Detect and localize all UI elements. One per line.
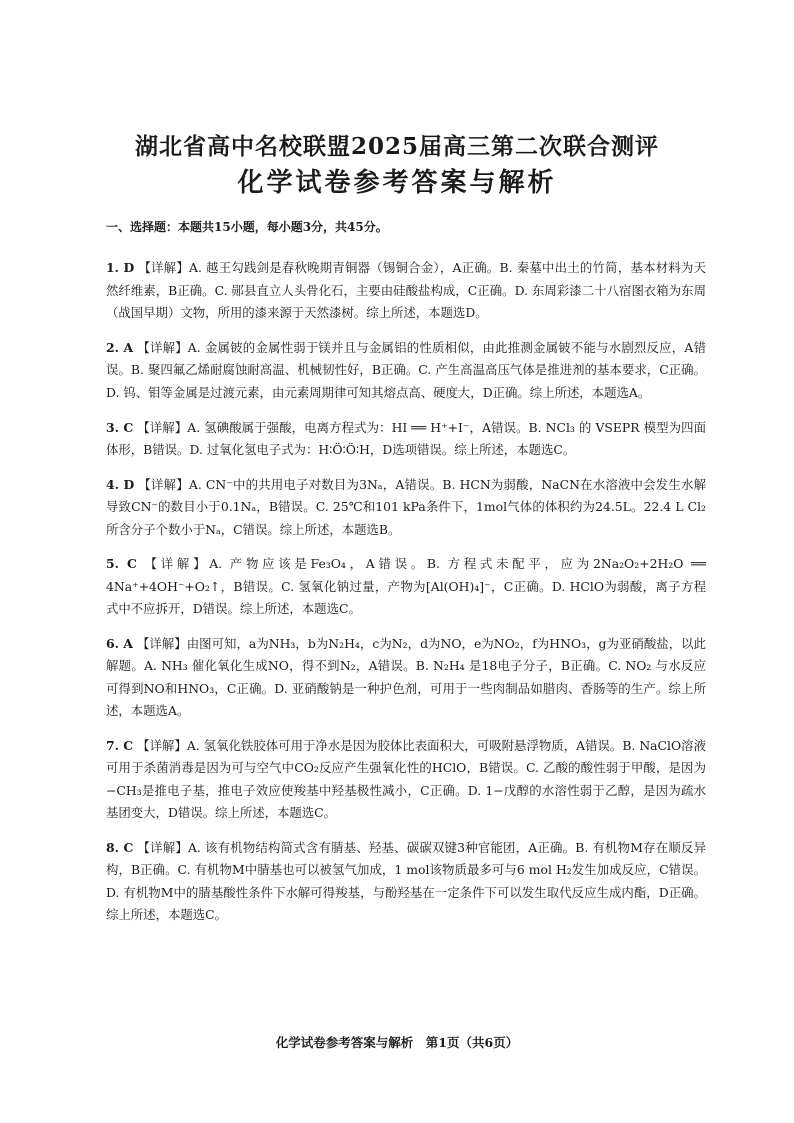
answer-item [106,553,706,620]
answer-explanation: 【详解】由图可知，a为NH₃，b为N₂H₄，c为N₂，d为NO，e为NO₂，f为HNO₃，g为亚硝酸盐，以此解题。A. NH₃ 催化氧化生成NO，得不到N₂，A错误。B. N₂H₄ 是18电子分子，B正确。C. NO₂ 与水反应可得到NO和HNO₃，C正确。D. 亚硝酸钠是一种护色剂，可用于一些肉制品如腊肉、香肠等的生产。综上所述，本题选A。 [106,636,706,719]
answer-number: 1. D [106,260,135,276]
section-heading: 一、选择题：本题共15小题，每小题3分，共45分。 [106,220,388,234]
answer-item [106,837,706,927]
answer-number: 2. A [106,340,134,355]
answer-explanation: 【详解】A. 金属铍的金属性弱于镁并且与金属铝的性质相似，由此推测金属铍不能与水剧烈反应，A错误。B. 聚四氟乙烯耐腐蚀耐高温、机械韧性好，B正确。C. 产生高温高压气体是推进剂的基本要求，C正确。D. 钨、钼等金属是过渡元素，由元素周期律可知其熔点高、硬度大，D正确。综上所述，本题选A。 [106,340,706,400]
answer-list [106,245,706,934]
answer-number: 8. C [106,840,134,856]
answer-number: 6. A [106,636,133,652]
answer-number: 5. C [106,556,137,572]
answer-explanation: 【详解】A. 该有机物结构简式含有腈基、羟基、碳碳双键3种官能团，A正确。B. 有机物M存在顺反异构，B正确。C. 有机物M中腈基也可以被氢气加成，1 mol该物质最多可与6 mol H₂发生加成反应，C错误。D. 有机物M中的腈基酸性条件下水解可得羧基，与酚羟基在一定条件下可以发生取代反应生成内酯，D正确。综上所述，本题选C。 [106,840,706,923]
document-subtitle: 化学试卷参考答案与解析 [237,168,557,198]
answer-item [106,417,706,462]
answer-item [106,633,706,723]
page-footer: 化学试卷参考答案与解析 第1页（共6页） [275,1035,519,1050]
exam-title: 湖北省高中名校联盟2025届高三第二次联合测评 [134,133,659,160]
answer-number: 3. C [106,419,134,435]
answer-explanation: 【详解】A. 越王勾践剑是春秋晚期青铜器（锡铜合金），A正确。B. 秦墓中出土的竹简，基本材料为天然纤维素，B正确。C. 郧县直立人头骨化石，主要由硅酸盐构成，C正确。D. 东周彩漆二十八宿图衣箱为东周（战国早期）文物，所用的漆来源于天然漆树。综上所述，本题选D。 [106,260,706,321]
answer-item [106,474,706,541]
answer-explanation: 【详解】A. 产物应该是Fe₃O₄，A错误。B. 方程式未配平，应为2Na₂O₂+2H₂O ══ 4Na⁺+4OH⁻+O₂↑，B错误。C. 氢氧化钠过量，产物为[Al(OH)₄]⁻，C正确。D. HClO为弱酸，离子方程式中不应拆开，D错误。综上所述，本题选C。 [106,556,706,617]
answer-explanation: 【详解】A. CN⁻中的共用电子对数目为3Nₐ，A错误。B. HCN为弱酸，NaCN在水溶液中会发生水解导致CN⁻的数目小于0.1Nₐ，B错误。C. 25℃和101 kPa条件下，1mol气体的体积约为24.5L。22.4 L Cl₂ 所含分子个数小于Nₐ，C错误。综上所述，本题选B。 [106,476,706,537]
answer-number: 7. C [106,738,134,754]
answer-item [106,735,706,825]
answer-item [106,257,706,324]
answer-number: 4. D [106,476,135,492]
answer-explanation: 【详解】A. 氢氧化铁胶体可用于净水是因为胶体比表面积大，可吸附悬浮物质，A错误。B. NaClO溶液可用于杀菌消毒是因为可与空气中CO₂反应产生强氧化性的HClO，B错误。C. 乙酸的酸性弱于甲酸，是因为−CH₃是推电子基，推电子效应使羧基中羟基极性减小，C正确。D. 1−戊醇的水溶性弱于乙醇，是因为疏水基团变大，D错误。综上所述，本题选C。 [106,738,706,821]
answer-explanation: 【详解】A. 氢碘酸属于强酸，电离方程式为：HI ══ H⁺+I⁻，A错误。B. NCl₃ 的 VSEPR 模型为四面体形，B错误。D. 过氧化氢电子式为：H∶Ö∶Ö∶H，D选项错误。综上所述，本题选C。 [106,419,706,458]
answer-item [106,337,706,404]
